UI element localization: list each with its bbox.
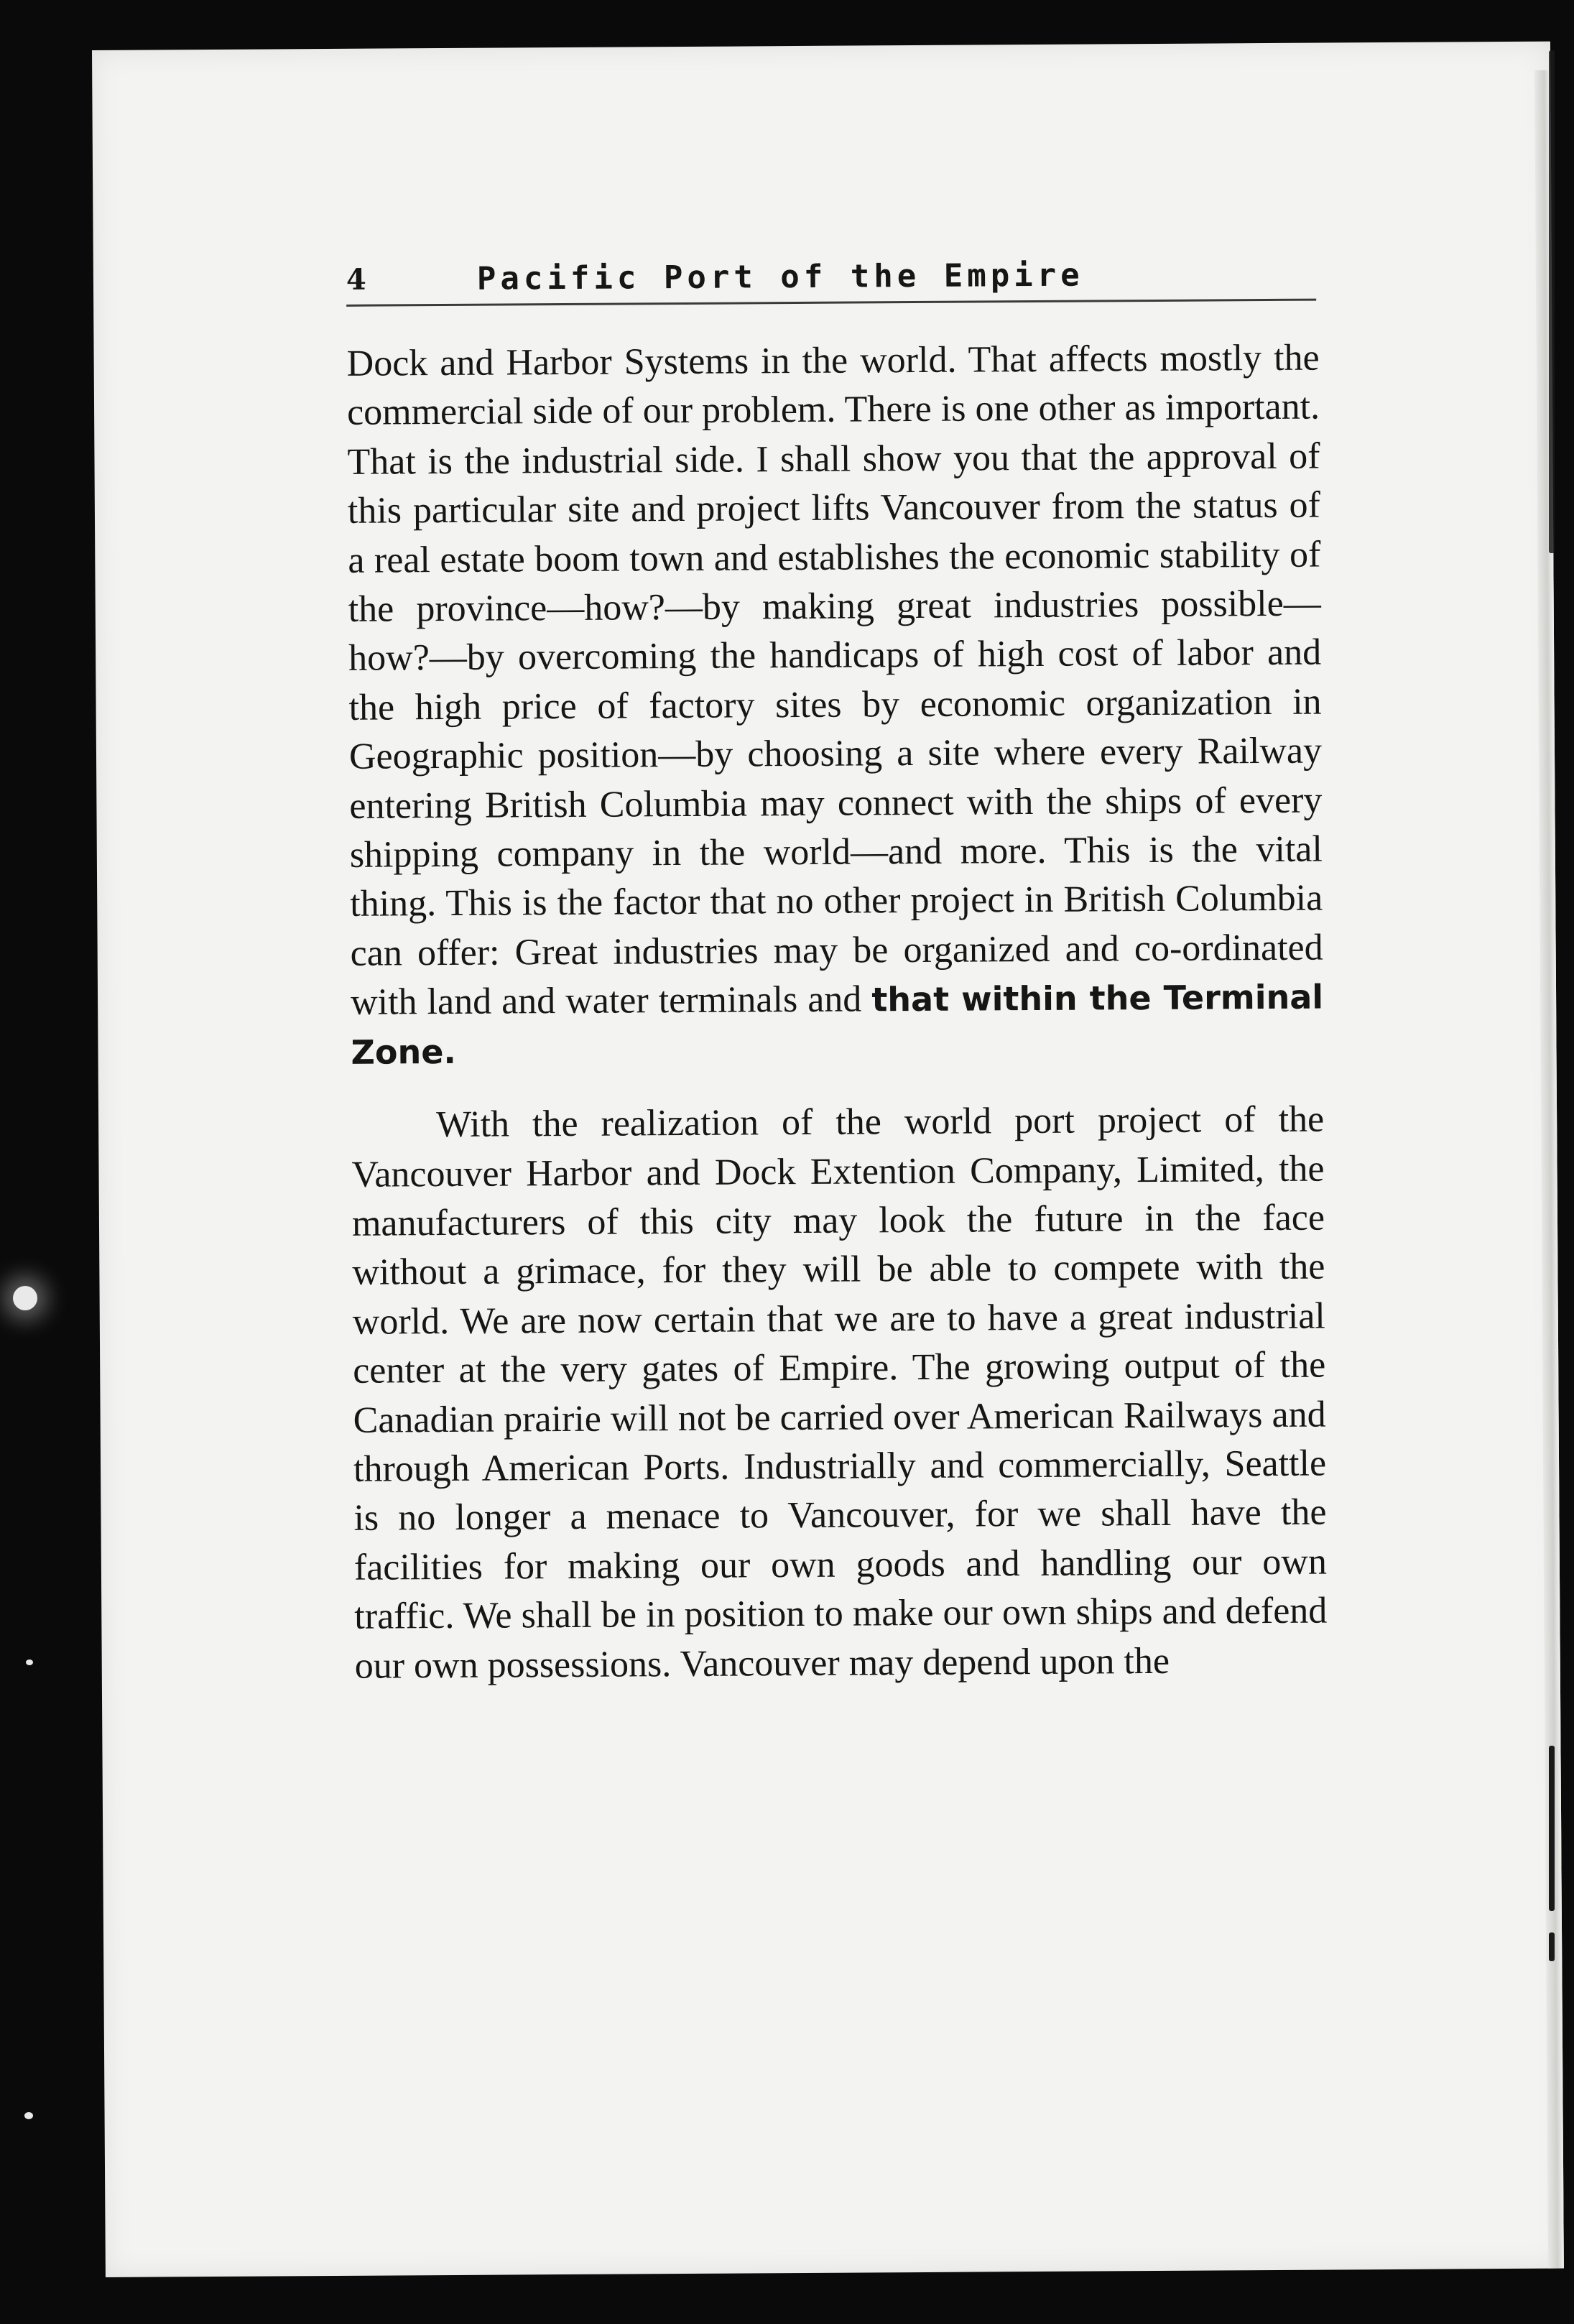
- page-header: [346, 249, 1409, 307]
- scan-artifact-speck: [24, 2112, 33, 2119]
- binding-mark: [1549, 1932, 1555, 1961]
- binding-edge: [1545, 50, 1566, 2277]
- binding-mark: [1549, 1746, 1555, 1911]
- header-rule: [346, 299, 1316, 307]
- scan-artifact-speck: [26, 1659, 33, 1665]
- body-text: [346, 334, 1327, 1691]
- binding-mark: [1549, 50, 1555, 553]
- book-page: [92, 42, 1564, 2277]
- paragraph-1: [346, 334, 1323, 1077]
- paragraph-1-bold-emphasis: that within the Terminal Zone.: [351, 977, 1324, 1072]
- scan-artifact-glare: [13, 1286, 37, 1310]
- paragraph-2-text: With the realization of the world port project of the Vancouver Harbor and Dock Extention Company, Limited, the manufacturers of this city may look the future in the face without a grimace, for they will be able to compete with the world. We are now certain that we are to have a great industrial center at the very gates of Empire. The growing output of the Canadian prairie will not be carried over American Railways and through American Ports. Industrially and commercially, Seattle is no longer a menace to Vancouver, for we shall have the facilities for making our own goods and handling our own traffic. We shall be in position to make our own ships and defend our own possessions. Vancouver may depend upon the: [351, 1098, 1328, 1687]
- paragraph-2: [351, 1096, 1328, 1691]
- page-number: 4: [346, 262, 366, 297]
- paragraph-1-text: Dock and Harbor Systems in the world. That affects mostly the commercial side of our problem. There is one other as important. That is the industrial side. I shall show you that the approval of this particular site and project lifts Vancouver from the status of a real estate boom town and establishes the economic stability of the province—how?—by making great industries possible—how?—by overcoming the handicaps of high cost of labor and the high price of factory sites by economic organization in Geographic position—by choosing a site where every Railway entering British Columbia may connect with the ships of every shipping company in the world—and more. This is the vital thing. This is the factor that no other project in British Columbia can offer: Great industries may be organized and co-ordinated with land and water terminals and: [346, 337, 1323, 1024]
- running-title: Pacific Port of the Empire: [476, 256, 1084, 297]
